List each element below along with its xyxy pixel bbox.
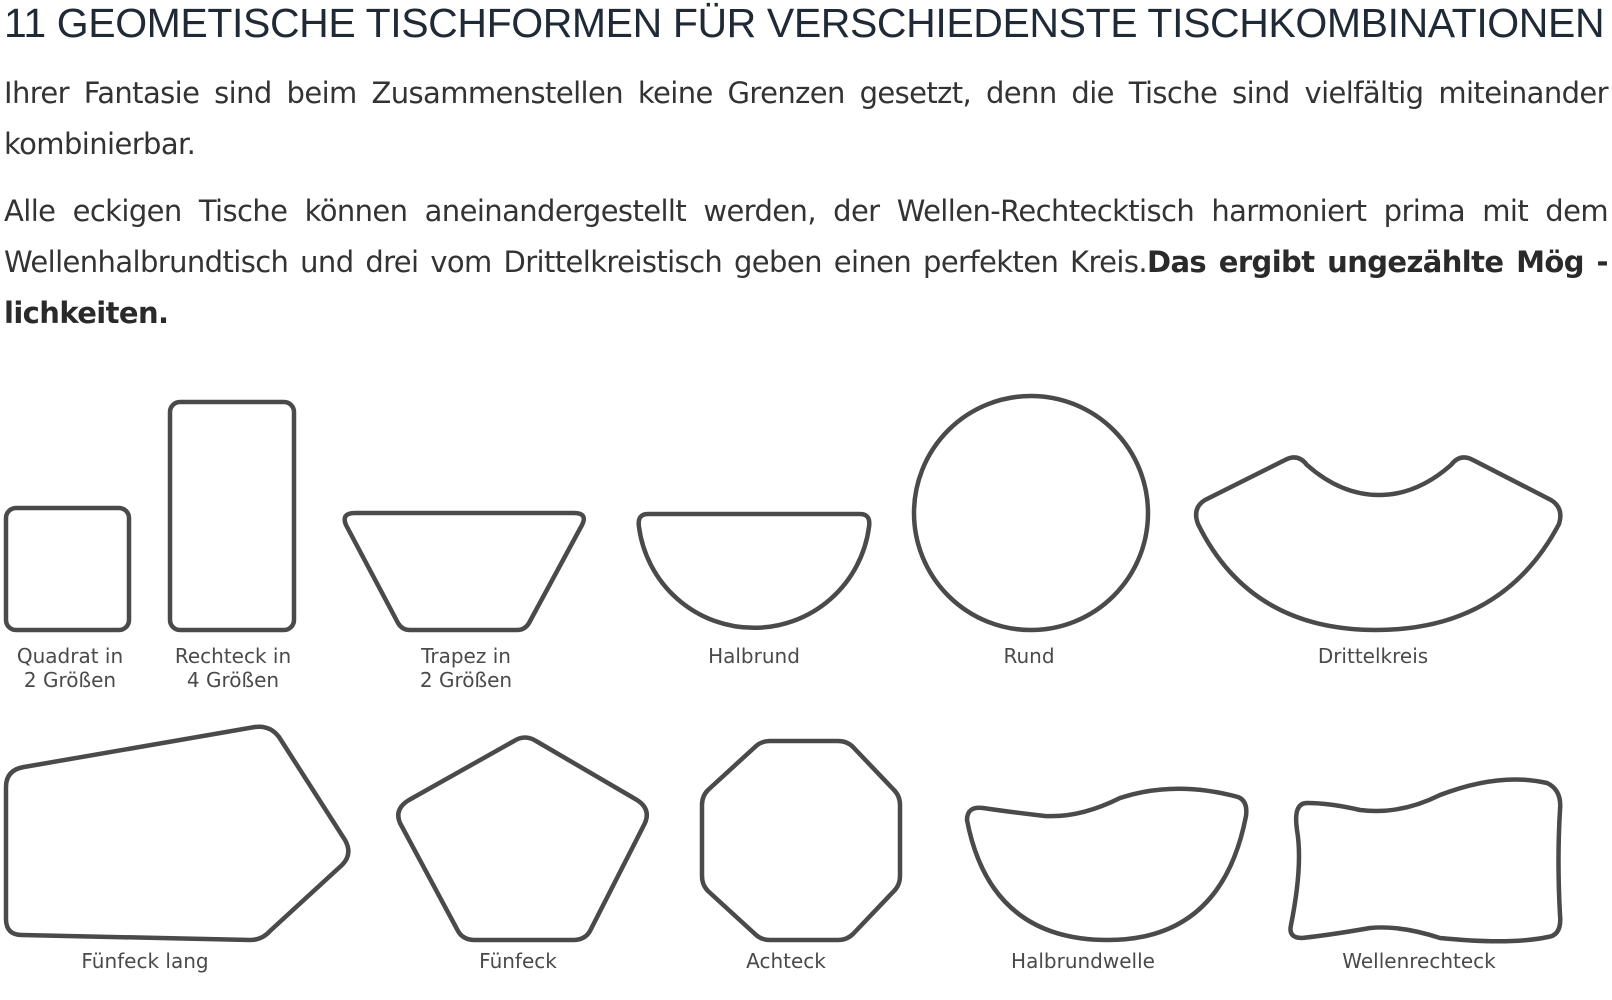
halbrund-label: Halbrund — [708, 644, 800, 668]
wellenrechteck-label: Wellenrechteck — [1342, 949, 1496, 973]
achteck-outline — [702, 741, 900, 940]
shape-halbrund — [639, 514, 870, 668]
trapez-label-line2: 2 Größen — [419, 668, 513, 692]
rechteck-label-line1: Rechteck in — [174, 644, 292, 668]
details-text: Alle eckigen Tische können aneinandergestellt werden, der Wellen-Rechtecktisch harmoniert prima mit dem Wellenhalbrundtisch und drei vom Drittelkreistisch geben einen perfekten Kreis. — [4, 194, 1608, 279]
shape-fuenfeck-lang — [6, 727, 348, 973]
wellenrechteck-outline — [1290, 779, 1560, 941]
drittelkreis-outline — [1196, 457, 1560, 630]
shape-drittelkreis — [1196, 457, 1560, 668]
trapez-label-line1: Trapez in — [421, 644, 511, 668]
shape-fuenfeck — [398, 738, 647, 974]
shape-rund — [914, 396, 1148, 668]
quadrat-label-line2: 2 Größen — [23, 668, 117, 692]
shape-achteck — [702, 741, 900, 973]
shape-rechteck — [170, 402, 294, 692]
page-title: 11 GEOMETISCHE TISCHFORMEN FÜR VERSCHIEDENSTE TISCHKOMBINATIONEN — [4, 0, 1605, 46]
rund-outline — [914, 396, 1148, 630]
halbrundwelle-outline — [967, 789, 1246, 940]
fuenfeck-outline — [398, 738, 647, 941]
fuenfeck-lang-outline — [6, 727, 348, 940]
fuenfeck-lang-label: Fünfeck lang — [81, 949, 209, 973]
rechteck-label-line2: 4 Größen — [186, 668, 280, 692]
quadrat-outline — [6, 508, 129, 630]
rechteck-outline — [170, 402, 294, 630]
rund-label: Rund — [1003, 644, 1055, 668]
shape-halbrundwelle — [967, 789, 1246, 973]
shape-wellenrechteck — [1290, 779, 1560, 973]
achteck-label: Achteck — [746, 949, 826, 973]
quadrat-label-line1: Quadrat in — [16, 644, 124, 668]
trapez-outline — [345, 513, 584, 630]
intro-paragraph: Ihrer Fantasie sind beim Zusammenstellen keine Grenzen gesetzt, denn die Tische sind vielfältig miteinander kombinierbar. — [4, 76, 1608, 161]
halbrundwelle-label: Halbrundwelle — [1011, 949, 1155, 973]
halbrund-outline — [639, 514, 870, 628]
drittelkreis-label: Drittelkreis — [1317, 644, 1429, 668]
shape-trapez — [345, 513, 584, 692]
fuenfeck-label: Fünfeck — [479, 949, 557, 973]
shape-quadrat — [6, 508, 129, 692]
details-bold-text: Das ergibt ungezählte Mög - lichkeiten. — [4, 245, 1608, 330]
